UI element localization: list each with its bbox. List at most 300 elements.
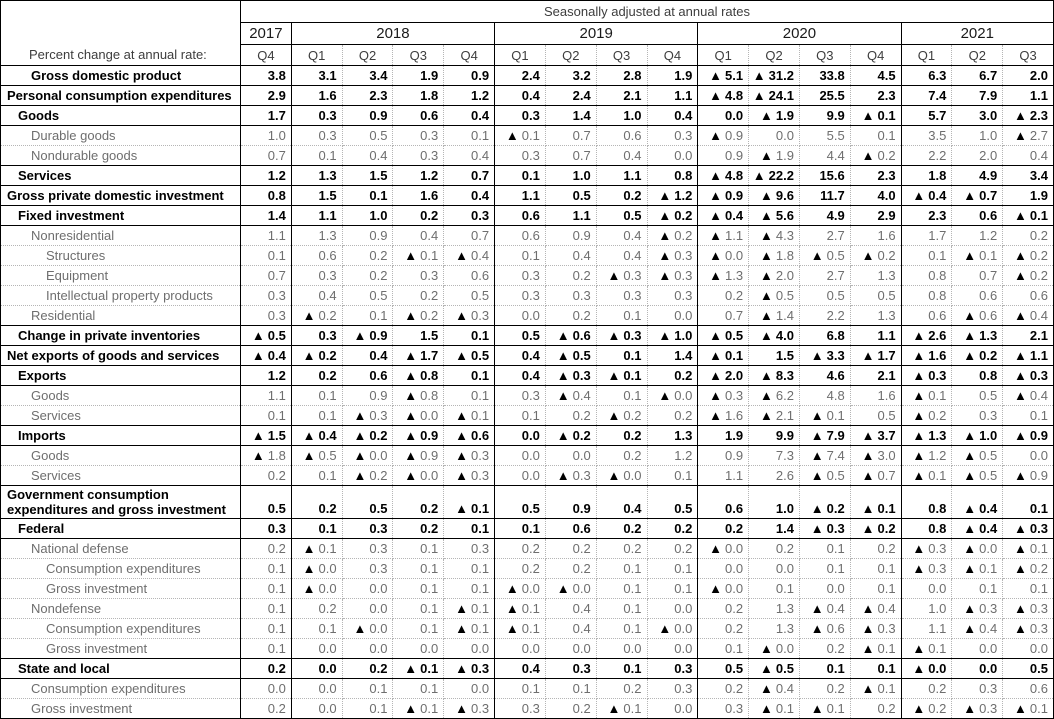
value-cell: 0.8 xyxy=(901,266,952,286)
value-cell: 0.3 xyxy=(342,519,393,539)
value-cell: 0.3 xyxy=(647,126,698,146)
value-cell: 0.4 xyxy=(545,246,596,266)
value-cell: 0.0 xyxy=(495,426,546,446)
value-cell: 0.3 xyxy=(495,699,546,719)
value-number: 0.2 xyxy=(369,428,388,443)
value-cell: 0.2 xyxy=(596,679,647,699)
value-cell xyxy=(698,206,749,226)
value-cell: 0.7 xyxy=(241,266,292,286)
year-header: 2018 xyxy=(291,23,494,45)
value-cell: 0.1 xyxy=(495,519,546,539)
negative-triangle-icon: ▲ xyxy=(556,348,570,363)
value-cell: 0.1 xyxy=(495,406,546,426)
value-cell: 1.2 xyxy=(241,366,292,386)
value-cell xyxy=(444,246,495,266)
value-cell: 0.4 xyxy=(444,106,495,126)
table-row xyxy=(1,246,1054,266)
value-cell: 0.0 xyxy=(545,446,596,466)
negative-triangle-icon: ▲ xyxy=(861,428,875,443)
value-cell: 1.7 xyxy=(241,106,292,126)
value-cell: 0.2 xyxy=(698,519,749,539)
quarter-header: Q3 xyxy=(1003,45,1054,66)
value-cell: 2.6 xyxy=(749,466,800,486)
value-cell xyxy=(952,426,1003,446)
value-number: 0.1 xyxy=(318,541,337,556)
negative-triangle-icon: ▲ xyxy=(658,188,672,203)
value-number: 0.3 xyxy=(928,561,947,576)
negative-triangle-icon: ▲ xyxy=(963,348,977,363)
table-row xyxy=(1,579,1054,599)
value-cell: 1.7 xyxy=(901,226,952,246)
value-cell: 0.9 xyxy=(444,66,495,86)
negative-triangle-icon: ▲ xyxy=(251,348,265,363)
value-cell xyxy=(393,446,444,466)
value-number: 0.1 xyxy=(979,561,998,576)
negative-triangle-icon: ▲ xyxy=(556,328,570,343)
value-cell: 0.0 xyxy=(596,639,647,659)
negative-triangle-icon: ▲ xyxy=(1014,388,1027,403)
value-cell: 0.5 xyxy=(1003,659,1054,679)
value-cell xyxy=(952,246,1003,266)
value-number: 2.0 xyxy=(775,268,794,283)
negative-triangle-icon: ▲ xyxy=(658,248,672,263)
value-number: 0.3 xyxy=(1029,621,1048,636)
value-cell xyxy=(444,446,495,466)
negative-triangle-icon: ▲ xyxy=(302,308,316,323)
value-cell xyxy=(901,559,952,579)
negative-triangle-icon: ▲ xyxy=(251,428,265,443)
value-number: 0.2 xyxy=(318,348,337,363)
value-cell: 0.2 xyxy=(698,679,749,699)
value-cell xyxy=(1003,599,1054,619)
value-cell xyxy=(444,619,495,639)
value-cell xyxy=(698,326,749,346)
value-number: 0.5 xyxy=(979,468,998,483)
negative-triangle-icon: ▲ xyxy=(759,268,773,283)
value-cell: 2.2 xyxy=(799,306,850,326)
value-cell: 0.9 xyxy=(698,446,749,466)
negative-triangle-icon: ▲ xyxy=(709,581,723,596)
value-number: 0.3 xyxy=(928,541,947,556)
value-cell: 0.2 xyxy=(596,426,647,446)
value-number: 0.4 xyxy=(979,521,998,536)
value-cell: 0.7 xyxy=(444,226,495,246)
value-number: 0.2 xyxy=(318,308,337,323)
row-label: Nondurable goods xyxy=(1,146,241,166)
quarter-header: Q2 xyxy=(342,45,393,66)
value-number: 0.0 xyxy=(674,388,693,403)
value-cell xyxy=(444,659,495,679)
negative-triangle-icon: ▲ xyxy=(752,168,766,183)
negative-triangle-icon: ▲ xyxy=(709,408,723,423)
value-cell: 0.2 xyxy=(393,486,444,519)
negative-triangle-icon: ▲ xyxy=(1014,468,1027,483)
negative-triangle-icon: ▲ xyxy=(759,641,773,656)
negative-triangle-icon: ▲ xyxy=(353,448,367,463)
negative-triangle-icon: ▲ xyxy=(302,428,316,443)
negative-triangle-icon: ▲ xyxy=(658,228,672,243)
value-cell xyxy=(799,486,850,519)
value-cell: 4.6 xyxy=(799,366,850,386)
value-number: 0.3 xyxy=(877,621,896,636)
value-cell: 7.3 xyxy=(749,446,800,466)
value-number: 0.3 xyxy=(623,268,642,283)
value-number: 0.1 xyxy=(928,468,947,483)
value-cell: 0.3 xyxy=(241,306,292,326)
value-cell: 1.3 xyxy=(749,619,800,639)
value-number: 1.0 xyxy=(979,428,998,443)
value-cell xyxy=(393,659,444,679)
value-cell: 0.3 xyxy=(495,386,546,406)
value-cell xyxy=(647,326,698,346)
quarter-header: Q3 xyxy=(799,45,850,66)
row-label: Consumption expenditures xyxy=(1,559,241,579)
negative-triangle-icon: ▲ xyxy=(709,348,723,363)
value-number: 0.1 xyxy=(420,248,439,263)
negative-triangle-icon: ▲ xyxy=(404,308,418,323)
value-number: 0.0 xyxy=(420,468,439,483)
negative-triangle-icon: ▲ xyxy=(963,308,977,323)
value-cell: 1.6 xyxy=(850,386,901,406)
value-cell: 0.6 xyxy=(444,266,495,286)
value-cell xyxy=(1003,266,1054,286)
value-cell xyxy=(393,406,444,426)
value-cell: 4.5 xyxy=(850,66,901,86)
value-cell: 0.0 xyxy=(952,659,1003,679)
value-cell: 0.2 xyxy=(850,699,901,719)
negative-triangle-icon: ▲ xyxy=(302,541,316,556)
value-number: 3.7 xyxy=(877,428,896,443)
value-cell: 0.9 xyxy=(545,486,596,519)
value-cell xyxy=(444,346,495,366)
value-cell: 1.9 xyxy=(393,66,444,86)
table-row xyxy=(1,639,1054,659)
value-cell: 1.3 xyxy=(291,166,342,186)
value-cell: 0.1 xyxy=(291,519,342,539)
value-cell: 0.1 xyxy=(799,559,850,579)
negative-triangle-icon: ▲ xyxy=(556,368,570,383)
value-number: 0.1 xyxy=(470,621,490,636)
negative-triangle-icon: ▲ xyxy=(912,541,926,556)
value-cell xyxy=(749,266,800,286)
negative-triangle-icon: ▲ xyxy=(404,248,418,263)
value-cell xyxy=(952,619,1003,639)
row-label: Services xyxy=(1,166,241,186)
value-number: 1.7 xyxy=(877,348,896,363)
negative-triangle-icon: ▲ xyxy=(963,328,977,343)
value-cell xyxy=(495,599,546,619)
value-number: 5.1 xyxy=(725,68,744,83)
negative-triangle-icon: ▲ xyxy=(455,308,468,323)
value-cell: 0.6 xyxy=(596,126,647,146)
value-cell xyxy=(495,619,546,639)
table-row xyxy=(1,679,1054,699)
value-cell xyxy=(901,426,952,446)
value-cell: 1.9 xyxy=(1003,186,1054,206)
value-cell xyxy=(342,326,393,346)
row-label: Goods xyxy=(1,106,241,126)
negative-triangle-icon: ▲ xyxy=(353,621,367,636)
value-cell: 0.0 xyxy=(749,559,800,579)
table-row xyxy=(1,406,1054,426)
value-cell: 0.1 xyxy=(596,619,647,639)
value-cell: 2.7 xyxy=(799,226,850,246)
value-cell: 4.9 xyxy=(952,166,1003,186)
value-cell xyxy=(596,266,647,286)
value-cell: 0.1 xyxy=(799,659,850,679)
value-number: 2.6 xyxy=(928,328,947,343)
value-cell: 2.7 xyxy=(799,266,850,286)
value-cell: 2.8 xyxy=(596,66,647,86)
value-cell: 0.3 xyxy=(952,406,1003,426)
year-header: 2021 xyxy=(901,23,1053,45)
negative-triangle-icon: ▲ xyxy=(861,468,875,483)
value-cell xyxy=(850,639,901,659)
value-number: 0.5 xyxy=(775,288,794,303)
value-cell: 0.2 xyxy=(749,539,800,559)
value-cell: 0.0 xyxy=(495,466,546,486)
value-cell xyxy=(749,226,800,246)
value-number: 0.2 xyxy=(1029,248,1048,263)
negative-triangle-icon: ▲ xyxy=(709,328,723,343)
value-cell: 1.1 xyxy=(1003,86,1054,106)
value-cell: 0.1 xyxy=(1003,406,1054,426)
value-number: 0.1 xyxy=(928,388,947,403)
value-cell: 0.2 xyxy=(241,699,292,719)
quarter-header: Q3 xyxy=(596,45,647,66)
value-cell: 4.9 xyxy=(799,206,850,226)
value-number: 1.6 xyxy=(928,348,947,363)
table-row xyxy=(1,366,1054,386)
value-number: 0.0 xyxy=(318,561,337,576)
value-cell xyxy=(1003,306,1054,326)
value-cell: 3.8 xyxy=(241,66,292,86)
value-cell xyxy=(393,346,444,366)
value-cell: 2.9 xyxy=(241,86,292,106)
value-cell: 0.0 xyxy=(495,446,546,466)
value-number: 0.3 xyxy=(623,328,642,343)
value-cell: 9.9 xyxy=(749,426,800,446)
row-label: Intellectual property products xyxy=(1,286,241,306)
value-number: 0.3 xyxy=(725,388,744,403)
negative-triangle-icon: ▲ xyxy=(861,621,875,636)
value-number: 0.1 xyxy=(420,701,439,716)
value-cell: 0.1 xyxy=(495,166,546,186)
table-row xyxy=(1,446,1054,466)
value-cell: 0.4 xyxy=(545,599,596,619)
value-cell: 0.5 xyxy=(241,486,292,519)
negative-triangle-icon: ▲ xyxy=(709,268,723,283)
quarter-header: Q4 xyxy=(241,45,292,66)
row-label: Nonresidential xyxy=(1,226,241,246)
negative-triangle-icon: ▲ xyxy=(658,268,672,283)
value-cell: 0.1 xyxy=(241,559,292,579)
negative-triangle-icon: ▲ xyxy=(810,501,824,516)
negative-triangle-icon: ▲ xyxy=(810,408,824,423)
negative-triangle-icon: ▲ xyxy=(404,448,418,463)
value-number: 0.0 xyxy=(623,468,642,483)
value-cell: 7.4 xyxy=(901,86,952,106)
year-header: 2020 xyxy=(698,23,901,45)
value-cell: 0.4 xyxy=(1003,146,1054,166)
value-cell xyxy=(393,426,444,446)
value-number: 0.0 xyxy=(674,621,693,636)
row-label: Consumption expenditures xyxy=(1,679,241,699)
value-number: 0.4 xyxy=(775,681,794,696)
value-cell: 0.2 xyxy=(545,406,596,426)
value-cell xyxy=(952,486,1003,519)
negative-triangle-icon: ▲ xyxy=(455,468,468,483)
value-number: 0.4 xyxy=(979,501,998,516)
value-cell: 0.3 xyxy=(495,106,546,126)
negative-triangle-icon: ▲ xyxy=(404,701,418,716)
negative-triangle-icon: ▲ xyxy=(1014,348,1027,363)
value-cell: 0.0 xyxy=(342,579,393,599)
value-cell: 0.1 xyxy=(444,366,495,386)
value-cell: 1.6 xyxy=(291,86,342,106)
negative-triangle-icon: ▲ xyxy=(251,448,265,463)
negative-triangle-icon: ▲ xyxy=(505,601,519,616)
value-cell xyxy=(291,539,342,559)
value-cell: 1.1 xyxy=(291,206,342,226)
negative-triangle-icon: ▲ xyxy=(353,428,367,443)
value-cell: 0.5 xyxy=(952,386,1003,406)
value-cell xyxy=(749,366,800,386)
value-number: 3.3 xyxy=(826,348,845,363)
value-cell xyxy=(749,306,800,326)
value-cell xyxy=(647,206,698,226)
value-cell: 0.1 xyxy=(342,186,393,206)
value-cell: 0.2 xyxy=(342,246,393,266)
value-cell: 1.2 xyxy=(647,446,698,466)
value-cell xyxy=(1003,386,1054,406)
value-cell: 0.4 xyxy=(596,146,647,166)
value-cell: 0.5 xyxy=(545,186,596,206)
value-number: 0.4 xyxy=(928,188,947,203)
value-number: 0.1 xyxy=(623,701,642,716)
value-number: 0.3 xyxy=(572,468,591,483)
value-cell: 1.1 xyxy=(495,186,546,206)
value-number: 0.1 xyxy=(521,601,540,616)
value-cell xyxy=(241,326,292,346)
value-cell xyxy=(850,599,901,619)
value-number: 0.1 xyxy=(470,601,490,616)
negative-triangle-icon: ▲ xyxy=(912,188,926,203)
value-cell xyxy=(698,186,749,206)
negative-triangle-icon: ▲ xyxy=(1014,368,1027,383)
negative-triangle-icon: ▲ xyxy=(759,661,773,676)
value-cell: 0.5 xyxy=(342,286,393,306)
value-cell: 1.9 xyxy=(647,66,698,86)
value-cell: 0.2 xyxy=(596,519,647,539)
value-cell: 0.2 xyxy=(545,559,596,579)
table-header xyxy=(1,1,1054,66)
negative-triangle-icon: ▲ xyxy=(709,388,723,403)
negative-triangle-icon: ▲ xyxy=(810,348,824,363)
value-cell xyxy=(698,539,749,559)
value-number: 1.7 xyxy=(420,348,439,363)
row-label: Fixed investment xyxy=(1,206,241,226)
row-label: State and local xyxy=(1,659,241,679)
value-number: 0.9 xyxy=(1029,468,1048,483)
value-cell: 3.1 xyxy=(291,66,342,86)
value-cell: 0.1 xyxy=(393,539,444,559)
row-label: Net exports of goods and services xyxy=(1,346,241,366)
quarter-header: Q2 xyxy=(545,45,596,66)
table-row xyxy=(1,186,1054,206)
value-cell: 0.6 xyxy=(393,106,444,126)
value-cell xyxy=(241,426,292,446)
value-cell: 0.1 xyxy=(291,146,342,166)
negative-triangle-icon: ▲ xyxy=(455,661,468,676)
value-cell: 0.2 xyxy=(698,599,749,619)
value-cell xyxy=(698,266,749,286)
value-cell: 0.1 xyxy=(291,386,342,406)
value-cell: 0.4 xyxy=(495,659,546,679)
negative-triangle-icon: ▲ xyxy=(455,248,468,263)
value-cell: 0.8 xyxy=(647,166,698,186)
negative-triangle-icon: ▲ xyxy=(912,328,926,343)
negative-triangle-icon: ▲ xyxy=(302,581,316,596)
value-cell: 0.7 xyxy=(545,126,596,146)
value-cell: 0.5 xyxy=(444,286,495,306)
negative-triangle-icon: ▲ xyxy=(455,408,468,423)
value-cell: 0.3 xyxy=(495,286,546,306)
value-cell: 0.0 xyxy=(698,106,749,126)
value-cell: 3.2 xyxy=(545,66,596,86)
value-cell xyxy=(1003,619,1054,639)
value-cell: 0.3 xyxy=(241,286,292,306)
value-cell: 15.6 xyxy=(799,166,850,186)
row-label: Personal consumption expenditures xyxy=(1,86,241,106)
value-number: 0.3 xyxy=(826,521,845,536)
value-cell: 0.1 xyxy=(952,579,1003,599)
table-row xyxy=(1,226,1054,246)
value-number: 0.1 xyxy=(623,368,642,383)
value-cell xyxy=(1003,246,1054,266)
value-cell: 0.0 xyxy=(698,559,749,579)
negative-triangle-icon: ▲ xyxy=(455,348,468,363)
value-cell xyxy=(850,426,901,446)
value-cell: 0.4 xyxy=(647,106,698,126)
negative-triangle-icon: ▲ xyxy=(404,368,418,383)
value-number: 0.1 xyxy=(470,501,490,516)
value-cell: 1.0 xyxy=(596,106,647,126)
value-number: 1.9 xyxy=(775,108,794,123)
value-cell xyxy=(698,166,749,186)
negative-triangle-icon: ▲ xyxy=(963,621,977,636)
negative-triangle-icon: ▲ xyxy=(759,148,773,163)
value-cell xyxy=(698,246,749,266)
table-row xyxy=(1,106,1054,126)
value-cell: 3.0 xyxy=(952,106,1003,126)
value-cell: 0.9 xyxy=(698,146,749,166)
value-number: 0.9 xyxy=(725,128,744,143)
value-cell: 0.7 xyxy=(952,266,1003,286)
value-number: 0.2 xyxy=(674,208,693,223)
value-cell xyxy=(393,699,444,719)
value-cell xyxy=(444,306,495,326)
value-cell: 1.4 xyxy=(241,206,292,226)
negative-triangle-icon: ▲ xyxy=(963,428,977,443)
value-cell: 0.1 xyxy=(241,639,292,659)
negative-triangle-icon: ▲ xyxy=(861,248,875,263)
negative-triangle-icon: ▲ xyxy=(709,128,723,143)
negative-triangle-icon: ▲ xyxy=(353,468,367,483)
value-cell: 0.0 xyxy=(342,599,393,619)
value-cell xyxy=(393,386,444,406)
value-cell xyxy=(749,166,800,186)
